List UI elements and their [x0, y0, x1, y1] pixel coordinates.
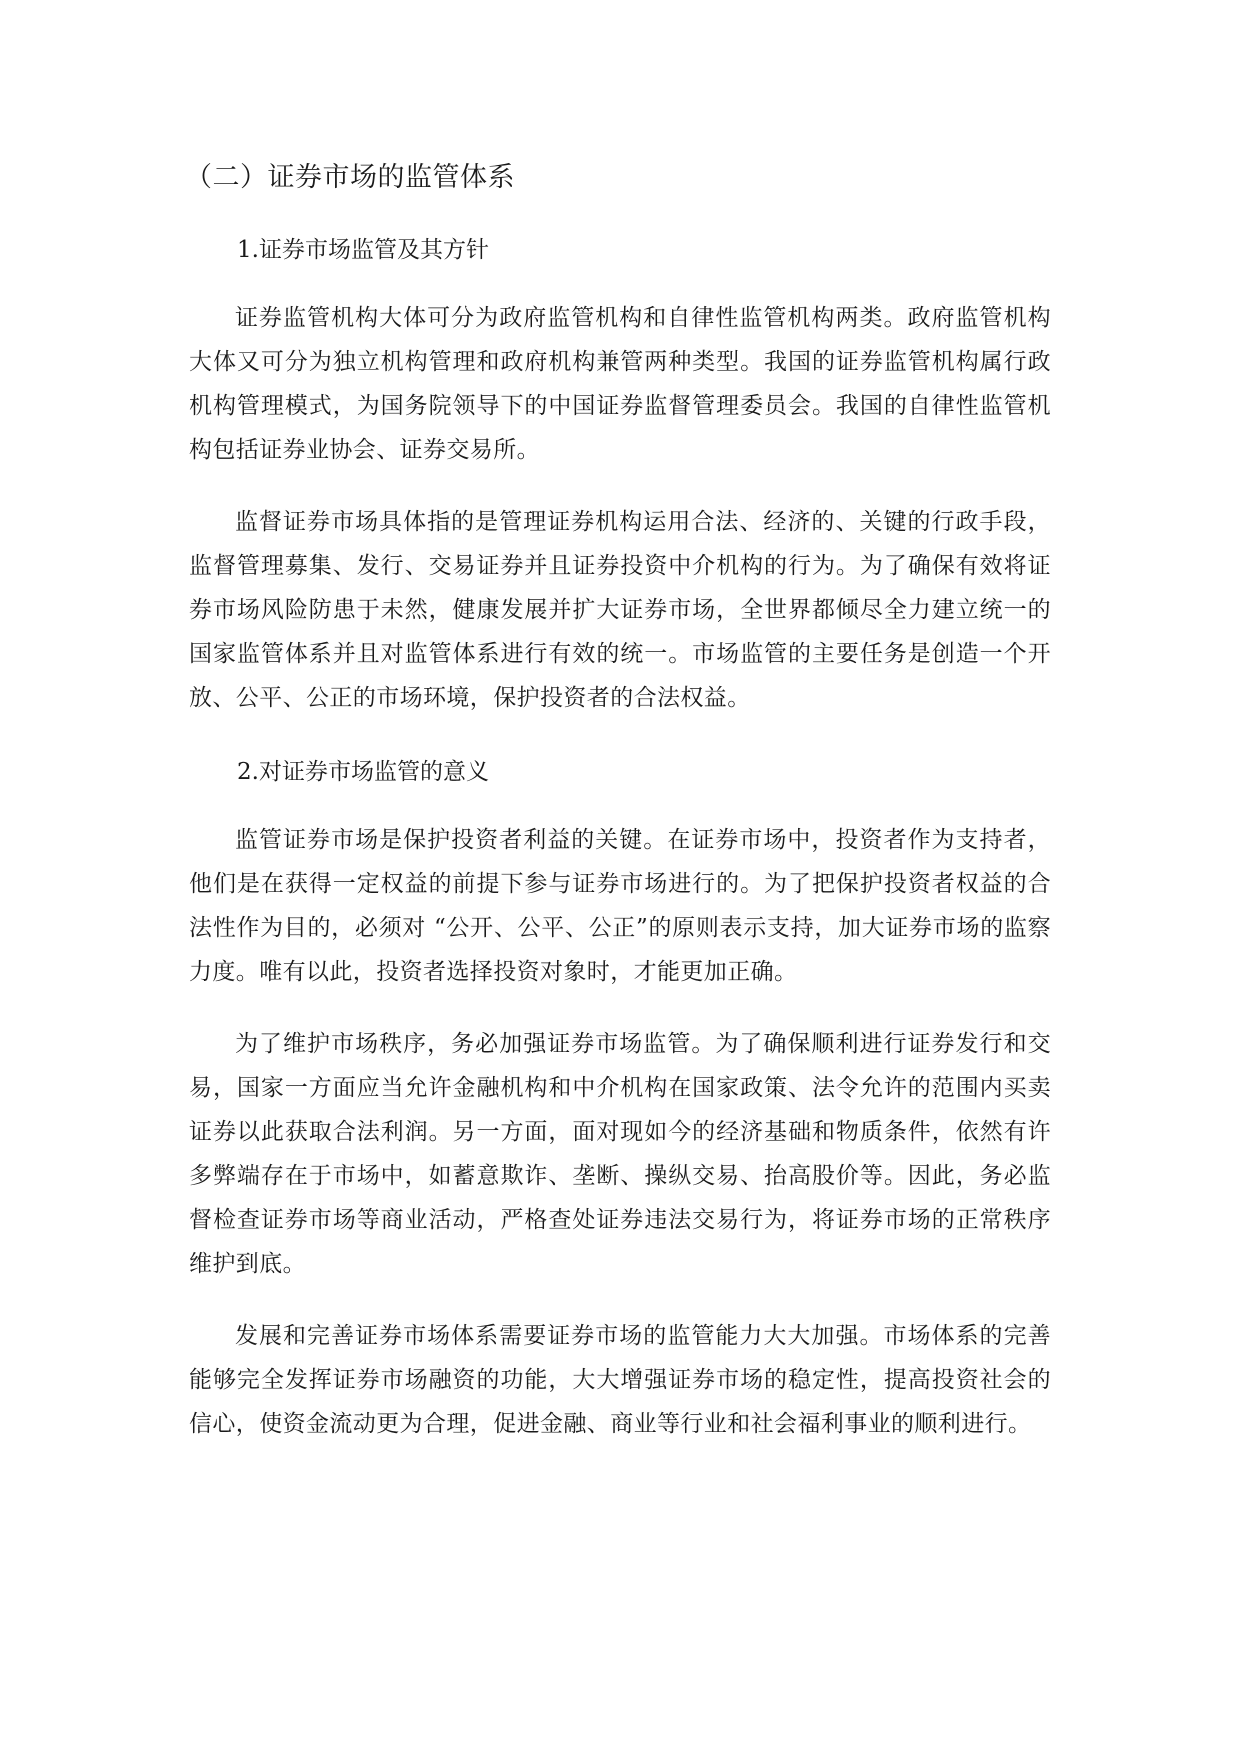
document-content [185, 158, 1051, 1446]
section-heading: （二）证券市场的监管体系 [185, 162, 515, 193]
subsection-heading-1: 1.证券市场监管及其方针 [237, 237, 489, 263]
paragraph: 发展和完善证券市场体系需要证券市场的监管能力大大加强。市场体系的完善能够完全发挥证券市场融资的功能，大大增强证券市场的稳定性，提高投资社会的信心，使资金流动更为合理，促进金融、商业等行业和社会福利事业的顺利进行。 [189, 1323, 1051, 1437]
paragraph: 监督证券市场具体指的是管理证券机构运用合法、经济的、关键的行政手段，监督管理募集、发行、交易证券并且证券投资中介机构的行为。为了确保有效将证券市场风险防患于未然，健康发展并扩大证券市场，全世界都倾尽全力建立统一的国家监管体系并且对监管体系进行有效的统一。市场监管的主要任务是创造一个开放、公平、公正的市场环境，保护投资者的合法权益。 [189, 509, 1051, 711]
paragraph: 为了维护市场秩序，务必加强证券市场监管。为了确保顺利进行证券发行和交易，国家一方面应当允许金融机构和中介机构在国家政策、法令允许的范围内买卖证券以此获取合法利润。另一方面，面对现如今的经济基础和物质条件，依然有许多弊端存在于市场中，如蓄意欺诈、垄断、操纵交易、抬高股价等。因此，务必监督检查证券市场等商业活动，严格查处证券违法交易行为，将证券市场的正常秩序维护到底。 [189, 1031, 1051, 1277]
paragraph: 证券监管机构大体可分为政府监管机构和自律性监管机构两类。政府监管机构大体又可分为独立机构管理和政府机构兼管两种类型。我国的证券监管机构属行政机构管理模式，为国务院领导下的中国证券监督管理委员会。我国的自律性监管机构包括证券业协会、证券交易所。 [189, 305, 1051, 463]
subsection-heading-2: 2.对证券市场监管的意义 [237, 759, 489, 785]
paragraph: 监管证券市场是保护投资者利益的关键。在证券市场中，投资者作为支持者，他们是在获得一定权益的前提下参与证券市场进行的。为了把保护投资者权益的合法性作为目的，必须对 “公开、公平、公正”的原则表示支持，加大证券市场的监察力度。唯有以此，投资者选择投资对象时，才能更加正确。 [189, 827, 1051, 985]
